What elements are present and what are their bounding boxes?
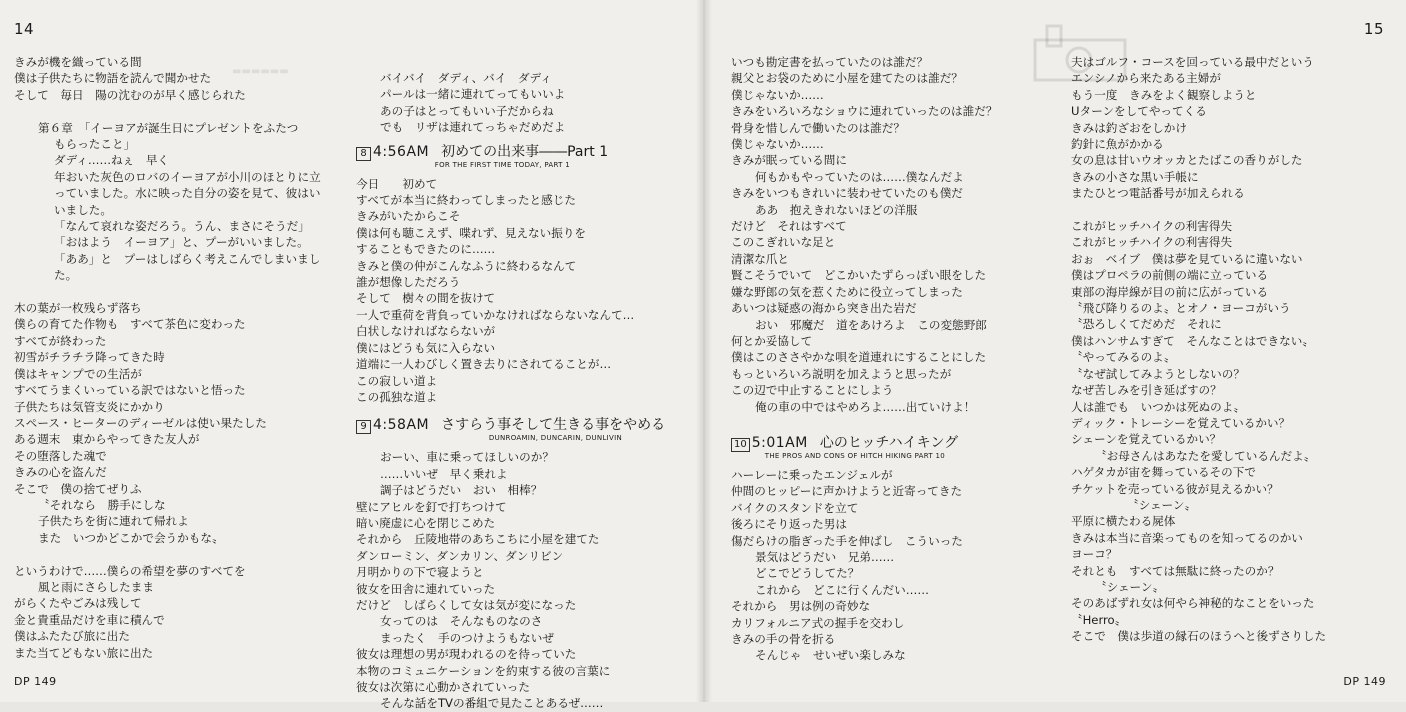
lyric-line: 僕はキャンプでの生活が (14, 366, 142, 381)
lyric-line: ハーレーに乗ったエンジェルが (731, 467, 893, 482)
lyric-line: この孤独な道よ (356, 389, 438, 404)
lyric-line: それから 丘陵地帯のあちこちに小屋を建てた (356, 532, 600, 547)
lyric-line: 僕にはどうも気に入らない (356, 340, 496, 355)
lyric-line: 子供たちを街に連れて帰れよ (38, 514, 189, 529)
lyric-line: そして 樹々の間を抜けて (356, 291, 496, 306)
lyric-line: 暗い廃虚に心を閉じこめた (356, 515, 496, 530)
lyric-line: そこで 僕の捨てぜりふ (14, 481, 142, 496)
lyric-line: だけど それはすべて (731, 219, 847, 234)
lyric-line: 傷だらけの脂ぎった手を伸ばし こういった (731, 533, 963, 548)
lyric-line: 〝飛び降りるのよ〟とオノ・ヨーコがいう (1071, 301, 1291, 316)
lyric-line: というわけで……僕らの希望を夢のすべてを (14, 563, 246, 578)
lyric-line: もっといろいろ説明を加えようと思ったが (731, 366, 952, 381)
right-column-1 (731, 54, 997, 664)
lyric-line: 釣針に魚がかかる (1071, 137, 1164, 152)
lyric-line: っていました。水に映った自分の姿を見て、彼はい (54, 186, 321, 201)
lyric-line: 白状しなければならないが (356, 324, 496, 339)
lyric-line: 僕らの育てた作物も すべて茶色に変わった (14, 317, 246, 332)
lyric-line: エンシノから来たある主婦が (1071, 71, 1221, 86)
lyric-line: ディック・トレーシーを覚えているかい？ (1071, 415, 1291, 430)
lyric-line: この辺で中止することにしよう (731, 383, 894, 398)
lyric-line: その堕落した魂で (14, 448, 107, 463)
lyric-line: 〝やってみるのよ〟 (1071, 350, 1176, 365)
lyric-line: おーい、車に乗ってほしいのか？ (380, 450, 554, 465)
section-header (356, 144, 665, 170)
lyric-line: ダンローミン、ダンカリン、ダンリビン (356, 548, 564, 563)
lyric-line: ハゲタカが宙を舞っているその下で (1071, 465, 1256, 480)
lyric-line: 景気はどうだい 兄弟…… (755, 549, 895, 564)
lyric-line: 僕は子供たちに物語を読んで聞かせた (14, 71, 212, 86)
lyric-line: 女ってのは そんなものなのさ (380, 614, 543, 629)
footer-catalog: DP 149 (1343, 675, 1386, 688)
lyrics-block (356, 449, 665, 712)
track-subtitle: DUNROAMIN, DUNCARIN, DUNLIVIN (488, 434, 622, 443)
track-time: 4:56AM (373, 143, 430, 160)
lyric-line: 〝お母さんはあなたを愛しているんだよ〟 (1095, 448, 1316, 463)
lyric-line: そのあばずれ女は何やら神秘的なことをいった (1071, 596, 1315, 611)
lyric-line: 〝恐ろしくてだめだ それに (1071, 317, 1222, 332)
lyric-line: 「おはよう イーヨア」と、プーがいいました。 (54, 235, 309, 250)
lyrics-block (1071, 54, 1326, 645)
lyric-line: 金と貴重品だけを車に積んで (14, 612, 165, 627)
lyric-line: 第６章 「イーヨアが誕生日にプレゼントをふたつ (38, 120, 299, 135)
lyric-line: 僕はプロペラの前側の端に立っている (1071, 268, 1269, 283)
lyric-line: いつも勘定書を払っていたのは誰だ？ (731, 55, 929, 69)
show-through-text: ▬▬▬▬▬▬ (232, 66, 289, 77)
lyric-line: 月明かりの下で寝ようと (356, 565, 484, 580)
track-number: 10 (731, 438, 750, 452)
footer-catalog: DP 149 (14, 675, 57, 688)
track-title: さすらう事そして生きる事をやめる (441, 417, 666, 434)
lyric-line (1071, 202, 1326, 218)
lyric-line: きみは釣ざおをしかけ (1071, 120, 1187, 135)
lyric-line (14, 103, 321, 119)
lyric-line: そんな話をTVの番組で見たことあるぜ…… (380, 696, 604, 711)
lyric-line: でも リザは連れてっちゃだめだよ (380, 120, 566, 135)
lyric-line: 風と雨にさらしたまま (38, 579, 154, 594)
lyric-line: これがヒッチハイクの利害得失 (1071, 235, 1233, 250)
lyric-line: いました。 (54, 202, 112, 217)
lyric-line: 初雪がチラチラ降ってきた時 (14, 350, 165, 365)
lyric-line: きみが機を織っている間 (14, 55, 142, 69)
lyric-line: ある週末 東からやってきた友人が (14, 432, 200, 447)
lyric-line: 「なんて哀れな姿だろう。うん、まさにそうだ」 (54, 219, 310, 234)
lyric-line: 僕じゃないか…… (731, 87, 824, 102)
lyric-line: 年おいた灰色のロバのイーヨアが小川のほとりに立 (54, 169, 321, 184)
left-page (0, 0, 703, 711)
lyric-line (14, 546, 321, 562)
lyric-line: することもできたのに…… (356, 242, 496, 257)
right-column-2 (1071, 54, 1326, 645)
lyric-line: 嫌な野郎の気を惹くために役立ってしまった (731, 284, 963, 299)
lyric-line: 骨身を惜しんで働いたのは誰だ？ (731, 120, 905, 135)
left-column-1 (14, 54, 321, 661)
lyric-line: そこで 僕は歩道の縁石のほうへと後ずさりした (1071, 629, 1327, 644)
lyric-line: すべてが本当に終わってしまったと感じた (356, 193, 576, 208)
lyric-line: 僕はこのささやかな唄を道連れにすることにした (731, 350, 987, 365)
left-column-2 (356, 70, 665, 712)
lyric-line: きみがいたからこそ (356, 209, 461, 224)
section-header (356, 417, 665, 443)
lyric-line: きみと僕の仲がこんなふうに終わるなんて (356, 258, 577, 273)
lyric-line: 僕は何も聴こえず、喋れず、見えない振りを (356, 225, 587, 240)
lyric-line: きみの小さな黒い手帳に (1071, 169, 1199, 184)
track-title: 初めての出来事――Part 1 (441, 143, 609, 160)
lyric-line: きみは本当に音楽ってものを知ってるのかい (1071, 530, 1303, 545)
lyric-line: ……いいぜ 早く乗れよ (380, 466, 508, 481)
lyric-line: 清潔な爪と (731, 251, 789, 266)
lyric-line: 平原に横たわる屍体 (1071, 514, 1176, 529)
track-number: 9 (356, 420, 371, 434)
lyric-line: あの子はとってもいい子だからね (380, 103, 554, 118)
lyric-line: おぉ ベイブ 僕は夢を見ているに違いない (1071, 251, 1303, 266)
lyric-line: それから 男は例の奇妙な (731, 599, 871, 614)
lyrics-block (731, 54, 997, 415)
lyric-line: どこでどうしてた？ (755, 566, 860, 581)
lyric-line: 仲間のヒッピーに声かけようと近寄ってきた (731, 484, 963, 499)
lyrics-block (731, 467, 997, 664)
track-time: 5:01AM (751, 434, 808, 451)
lyric-line: このこぎれいな足と (731, 235, 836, 250)
lyric-line: まったく 手のつけようもないぜ (380, 630, 554, 645)
lyric-line: またひとつ電話番号が加えられる (1071, 186, 1245, 201)
lyric-line: 調子はどうだい おい 相棒？ (380, 483, 543, 498)
section-header (731, 435, 997, 461)
lyric-line: もう一度 きみをよく観察しようと (1071, 87, 1257, 102)
lyric-line: なぜ苦しみを引き延ばすの？ (1071, 383, 1222, 398)
lyric-line: きみが眠っている間に (731, 153, 847, 168)
lyric-line: そして 毎日 陽の沈むのが早く感じられた (14, 87, 246, 102)
lyric-line: 木の葉が一枚残らず落ち (14, 301, 142, 316)
book-gutter (696, 0, 712, 702)
lyric-line: Uターンをしてやってくる (1071, 104, 1207, 119)
lyric-line: 〝Herro〟 (1071, 612, 1127, 627)
lyric-line: だけど しばらくして女は気が変になった (356, 597, 577, 612)
lyric-line: 本物のコミュニケーションを約束する彼の言葉に (356, 663, 611, 678)
lyric-line: 夫はゴルフ・コースを回っている最中だという (1071, 55, 1314, 69)
lyric-line: あいつは疑惑の海から突き出た岩だ (731, 301, 917, 316)
lyric-line: 俺の車の中ではやめろよ……出ていけよ！ (755, 399, 976, 414)
lyric-line: 彼女を田舎に連れていった (356, 581, 496, 596)
lyric-line: また いつかどこかで会うかもな〟 (38, 530, 224, 545)
lyric-line: 僕はハンサムすぎて そんなことはできない〟 (1071, 333, 1314, 348)
lyric-line: がらくたやごみは残して (14, 596, 142, 611)
lyric-line: 僕はふたたび旅に出た (14, 629, 130, 644)
lyric-line: すべてうまくいっている訳ではないと悟った (14, 383, 246, 398)
lyric-line: 女の息は甘いウオッカとたばこの香りがした (1071, 153, 1303, 168)
lyric-line: そんじゃ せいぜい楽しみな (755, 648, 906, 663)
lyric-line: この寂しい道よ (356, 373, 438, 388)
lyric-line: 「ああ」と プーはしばらく考えこんでしまいまし (54, 251, 321, 266)
lyric-line: 僕じゃないか…… (731, 137, 824, 152)
lyric-line: チケットを売っている彼が見えるかい？ (1071, 481, 1279, 496)
lyric-line: これがヒッチハイクの利害得失 (1071, 219, 1233, 234)
lyric-line: 〝シェーン〟 (1095, 579, 1165, 594)
page-number: 14 (14, 20, 35, 38)
lyric-line: 〝それなら 勝手にしな (38, 497, 166, 512)
lyric-line: 何もかもやっていたのは……僕なんだよ (755, 169, 964, 184)
track-number: 8 (356, 147, 371, 161)
lyric-line: バイクのスタンドを立て (731, 500, 859, 515)
lyric-line: きみをいつもきれいに装わせていたのも僕だ (731, 186, 963, 201)
lyric-line: 彼女は次第に心動かされていった (356, 680, 530, 694)
lyric-line: 賢こそうでいて どこかいたずらっぽい眼をした (731, 268, 987, 283)
track-subtitle: FOR THE FIRST TIME TODAY, PART 1 (434, 160, 570, 169)
lyric-line: 今日 初めて (356, 176, 438, 191)
lyric-line: 壁にアヒルを釘で打ちつけて (356, 499, 507, 514)
lyric-line: 道端に一人わびしく置き去りにされてることが… (356, 357, 612, 372)
lyric-line: た。 (54, 268, 78, 283)
lyric-line: ダディ……ねぇ 早く (54, 153, 170, 168)
lyrics-block (14, 54, 321, 661)
track-subtitle: THE PROS AND CONS OF HITCH HIKING PART 10 (764, 451, 945, 460)
lyric-line: カリフォルニア式の握手を交わし (731, 615, 905, 630)
lyric-line: これから どこに行くんだい…… (755, 582, 929, 597)
lyric-line: もらったこと」 (54, 137, 136, 152)
lyric-line: きみをいろいろなショウに連れていったのは誰だ？ (731, 104, 998, 119)
page-number: 15 (1363, 20, 1384, 38)
lyric-line: 一人で重荷を背負っていかなければならないなんて… (356, 307, 635, 322)
lyric-line: 誰が想像しただろう (356, 275, 461, 290)
lyric-line: 子供たちは気管支炎にかかり (14, 399, 165, 414)
track-title: 心のヒッチハイキング (819, 434, 959, 451)
lyric-line: ヨーコ？ (1071, 547, 1118, 562)
lyric-line: それとも すべては無駄に終ったのか？ (1071, 563, 1280, 578)
lyric-line: シェーンを覚えているかい？ (1071, 432, 1222, 447)
lyric-line: 後ろにそり返った男は (731, 517, 847, 532)
lyric-line: 親父とお袋のために小屋を建てたのは誰だ？ (731, 71, 963, 86)
lyric-line: 東部の海岸線が目の前に広がっている (1071, 284, 1269, 299)
lyric-line: ああ 抱えきれないほどの洋服 (755, 202, 918, 217)
lyric-line (14, 284, 321, 300)
lyric-line: パールは一緒に連れてってもいいよ (380, 87, 566, 102)
lyric-line: すべてが終わった (14, 333, 107, 348)
lyric-line: また当てどもない旅に出た (14, 645, 154, 660)
lyric-line: バイバイ ダディ、バイ ダディ (380, 71, 552, 85)
lyric-line: スペース・ヒーターのディーゼルは使い果たした (14, 415, 267, 430)
lyric-line: 彼女は理想の男が現われるのを待っていた (356, 647, 577, 662)
lyric-line: おい 邪魔だ 道をあけろよ この変態野郎 (755, 317, 987, 332)
lyric-line: きみの手の骨を折る (731, 632, 836, 646)
lyrics-block (356, 70, 665, 136)
track-time: 4:58AM (373, 417, 430, 434)
lyric-line: 何とか妥協して (731, 333, 813, 348)
lyric-line: 〝シェーン〟 (1127, 497, 1197, 512)
lyrics-block (356, 176, 665, 406)
lyric-line: きみの心を盗んだ (14, 465, 107, 480)
lyric-line: 〝なぜ試してみようとしないの？ (1071, 366, 1245, 381)
lyric-line: 人は誰でも いつかは死ぬのよ〟 (1071, 399, 1245, 414)
compact-disc-logo-show-through (1007, 18, 1137, 110)
